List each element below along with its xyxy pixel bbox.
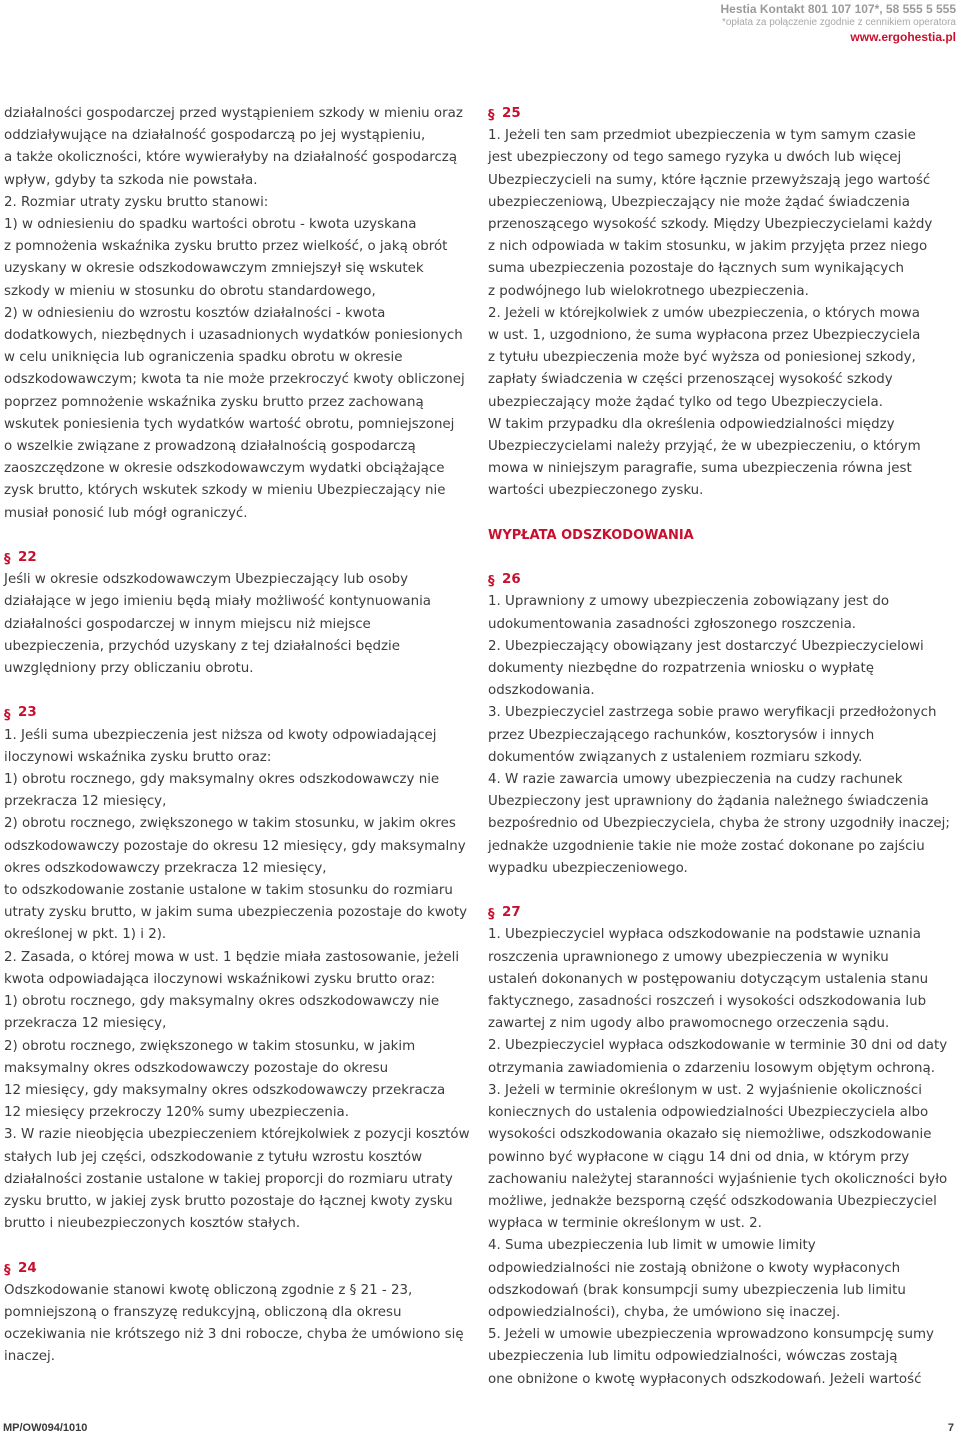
text-line: przez Ubezpieczającego rachunków, kosztorysów i innych	[488, 727, 875, 743]
text-line: 2. Zasada, o której mowa w ust. 1 będzie miała zastosowanie, jeżeli	[4, 949, 460, 965]
text-line: oddziaływujące na działalność gospodarczą po jej wystąpieniu,	[4, 128, 426, 144]
text-line: działalności gospodarczej w innym miejscu niż miejsce	[4, 616, 371, 632]
section-sign-icon	[4, 551, 13, 565]
text-line: 2. Ubezpieczyciel wypłaca odszkodowanie w terminie 30 dni od daty	[488, 1038, 948, 1054]
svg-text:§: §	[4, 707, 11, 721]
text-line: dodatkowych, niezbędnych i uzasadnionych wydatków poniesionych	[4, 328, 463, 344]
text-line: W takim przypadku dla określenia odpowiedzialności między	[488, 416, 895, 432]
paragraph-21-continued	[4, 103, 474, 525]
text-line: 4. Suma ubezpieczenia lub limit w umowie limity	[488, 1238, 816, 1254]
text-line: zaoszczędzone w okresie odszkodowawczym wydatki obciążające	[4, 461, 445, 477]
text-line: dokumenty niezbędne do rozpatrzenia wniosku o wypłatę	[488, 661, 874, 677]
section-sign-icon	[488, 107, 497, 121]
right-column	[488, 103, 958, 1391]
document-code: MP/OW094/1010	[3, 1422, 88, 1434]
text-line: ubezpieczeniową, Ubezpieczający nie może żądać świadczenia	[488, 194, 910, 210]
text-line: faktycznego, zasadności roszczeń i wysokości odszkodowania lub	[488, 994, 927, 1010]
text-line: inaczej.	[4, 1349, 56, 1365]
text-line: mowa w niniejszym paragrafie, suma ubezpieczenia równa jest	[488, 461, 912, 477]
section-24-number: 24	[18, 1260, 37, 1276]
text-line: 1) obrotu rocznego, gdy maksymalny okres odszkodowawczy nie	[4, 994, 440, 1010]
text-line: oczekiwania nie krótszego niż 3 dni robocze, chyba że umówiono się	[4, 1327, 464, 1343]
text-line: przenoszącego wysokość szkody. Między Ubezpieczycielami każdy	[488, 217, 933, 233]
text-line: wysokości odszkodowania okazało się niemożliwe, odszkodowanie	[488, 1127, 932, 1143]
page-number: 7	[947, 1422, 954, 1434]
text-line: działalności gospodarczej przed wystąpieniem szkody w mieniu oraz	[4, 106, 463, 121]
section-27-body	[488, 924, 958, 1390]
section-24-heading	[4, 1258, 474, 1280]
text-line: przekracza 12 miesięcy,	[4, 794, 167, 810]
text-line: otrzymania zawiadomienia o zdarzeniu losowym objętym ochroną.	[488, 1060, 935, 1076]
text-line: utraty zysku brutto, w jakim suma ubezpieczenia pozostaje do kwoty	[4, 905, 468, 921]
text-line: 1. Jeżeli ten sam przedmiot ubezpieczenia w tym samym czasie	[488, 128, 916, 144]
section-26-heading	[488, 569, 958, 591]
svg-text:§: §	[4, 1262, 11, 1276]
text-line: 1) obrotu rocznego, gdy maksymalny okres odszkodowawczy nie	[4, 772, 440, 788]
text-line: koniecznych do ustalenia odpowiedzialności Ubezpieczyciela albo	[488, 1105, 929, 1121]
text-line: okres odszkodowawczy przekracza 12 miesięcy,	[4, 860, 327, 876]
text-line: 5. Jeżeli w umowie ubezpieczenia wprowadzono konsumpcję sumy	[488, 1327, 934, 1343]
svg-text:§: §	[488, 108, 495, 122]
page-header	[721, 2, 957, 45]
text-line: iloczynowi wskaźnika zysku brutto oraz:	[4, 749, 272, 765]
text-line: stałych lub jej części, odszkodowanie z tytułu wzrostu kosztów	[4, 1149, 423, 1165]
section-25-heading	[488, 103, 958, 125]
text-line: wypadku ubezpieczeniowego.	[488, 860, 688, 876]
section-23-heading	[4, 702, 474, 724]
text-line: z podwójnego lub wielokrotnego ubezpieczenia.	[488, 283, 809, 299]
text-line: 2) obrotu rocznego, zwiększonego w takim stosunku, w jakim okres	[4, 816, 456, 832]
text-line: odpowiedzialności nie zostają obniżone o kwoty wypłaconych	[488, 1260, 901, 1276]
text-line: Ubezpieczycielami należy przyjąć, że w ubezpieczeniu, o którym	[488, 439, 921, 455]
text-line: 12 miesięcy przekroczy 120% sumy ubezpieczenia.	[4, 1105, 350, 1121]
text-line: uzyskany w okresie odszkodowawczym zmniejszył się wskutek	[4, 261, 424, 277]
section-25-body	[488, 125, 958, 502]
text-line: bezpośrednio od Ubezpieczyciela, chyba że strony uzgodniły inaczej;	[488, 816, 950, 832]
section-sign-icon	[488, 573, 497, 587]
text-line: w ust. 1, uzgodniono, że suma wypłacona przez Ubezpieczyciela	[488, 328, 921, 344]
text-line: kwota odpowiadająca iloczynowi wskaźnikowi zysku brutto oraz:	[4, 971, 436, 987]
section-23-number: 23	[18, 705, 37, 721]
text-line: 12 miesięcy, gdy maksymalny okres odszkodowawczy przekracza	[4, 1082, 446, 1098]
svg-text:§: §	[488, 574, 495, 588]
text-line: odszkodowawczy pozostaje do okresu 12 miesięcy, gdy maksymalny	[4, 838, 466, 854]
text-line: odszkodowania.	[488, 683, 595, 699]
section-23-body	[4, 725, 474, 1236]
text-line: Ubezpieczony jest uprawniony do żądania należnego świadczenia	[488, 794, 929, 810]
text-line: przekracza 12 miesięcy,	[4, 1016, 167, 1032]
text-line: działalności zostanie ustalone w takiej proporcji do rozmiaru utraty	[4, 1171, 453, 1187]
text-line: 2. Rozmiar utraty zysku brutto stanowi:	[4, 194, 269, 210]
text-line: jest ubezpieczony od tego samego ryzyka u dwóch lub więcej	[488, 150, 902, 166]
text-line: 4. W razie zawarcia umowy ubezpieczenia na cudzy rachunek	[488, 772, 903, 788]
section-27-heading	[488, 902, 958, 924]
text-line: uwzględniony przy obliczaniu obrotu.	[4, 661, 254, 677]
text-line: 2) obrotu rocznego, zwiększonego w takim stosunku, w jakim	[4, 1038, 416, 1054]
text-line: o wszelkie związane z prowadzoną działalnością gospodarczą	[4, 439, 416, 455]
section-26-body	[488, 591, 958, 880]
text-line: ubezpieczenia lub limitu odpowiedzialności, wówczas zostają	[488, 1349, 898, 1365]
text-line: Jeśli w okresie odszkodowawczym Ubezpieczający lub osoby	[4, 572, 409, 588]
text-line: odpowiedzialności), chyba, że umówiono się inaczej.	[488, 1304, 841, 1320]
text-line: zapłaty świadczenia w części przenoszącej wysokość szkody	[488, 372, 893, 388]
section-27-number: 27	[502, 905, 521, 921]
section-22-number: 22	[18, 550, 37, 566]
text-line: możliwe, jednakże bezsporną część odszkodowania Ubezpieczyciel	[488, 1193, 937, 1209]
text-line: 3. W razie nieobjęcia ubezpieczeniem którejkolwiek z pozycji kosztów	[4, 1127, 470, 1143]
svg-text:§: §	[4, 552, 11, 566]
text-line: odszkodowawczym; kwota ta nie może przekroczyć kwoty obliczonej	[4, 372, 465, 388]
text-line: jednakże uzgodnienie takie nie może zostać dokonane po zajściu	[488, 838, 925, 854]
text-line: a także okoliczności, które wywierałyby na działalność gospodarczą	[4, 150, 458, 166]
text-line: wpływ, gdyby ta szkoda nie powstała.	[4, 172, 258, 188]
text-line: w celu uniknięcia lub ograniczenia spadku obrotu w okresie	[4, 350, 403, 366]
section-sign-icon	[4, 707, 13, 721]
text-line: wskutek poniesienia tych wydatków wartość obrotu, pomniejszonej	[4, 416, 455, 432]
text-line: zysk brutto, których wskutek szkody w mieniu Ubezpieczający nie	[4, 483, 446, 499]
text-line: 1. Ubezpieczyciel wypłaca odszkodowanie na podstawie uznania	[488, 927, 921, 943]
text-line: 1. Jeśli suma ubezpieczenia jest niższa od kwoty odpowiadającej	[4, 727, 437, 743]
text-line: 3. Ubezpieczyciel zastrzega sobie prawo weryfikacji przedłożonych	[488, 705, 937, 721]
text-line: z pomnożenia wskaźnika zysku brutto przez wielkość, o jaką obrót	[4, 239, 448, 255]
text-line: 2) w odniesieniu do wzrostu kosztów działalności - kwota	[4, 305, 386, 321]
text-line: ubezpieczenia, przychód uzyskany z tej działalności będzie	[4, 638, 400, 654]
text-line: Odszkodowanie stanowi kwotę obliczoną zgodnie z § 21 - 23,	[4, 1282, 413, 1298]
section-sign-icon	[4, 1262, 13, 1276]
text-line: powinno być wypłacone w ciągu 14 dni od dnia, w którym przy	[488, 1149, 910, 1165]
text-line: to odszkodowanie zostanie ustalone w takim stosunku do rozmiaru	[4, 883, 453, 899]
text-line: wartości ubezpieczonego zysku.	[488, 483, 704, 499]
text-line: zachowaniu należytej staranności wyjaśnienie tych okoliczności było	[488, 1171, 948, 1187]
text-line: szkody w mieniu w stosunku do obrotu standardowego,	[4, 283, 376, 299]
text-line: z tytułu ubezpieczenia może być wyższa od poniesionej szkody,	[488, 350, 916, 366]
text-line: 2. Ubezpieczający obowiązany jest dostarczyć Ubezpieczycielowi	[488, 638, 924, 654]
text-line: 2. Jeżeli w którejkolwiek z umów ubezpieczenia, o których mowa	[488, 305, 920, 321]
text-line: wypłaca w terminie określonym w ust. 2.	[488, 1216, 762, 1232]
text-line: ubezpieczający może żądać tylko od tego Ubezpieczyciela.	[488, 394, 883, 410]
text-line: roszczenia uprawnionego z umowy ubezpieczenia w wyniku	[488, 949, 889, 965]
text-line: ustaleń dokonanych w postępowaniu dotyczącym ustalenia stanu	[488, 971, 929, 987]
text-line: one obniżone o kwotę wypłaconych odszkodowań. Jeżeli wartość	[488, 1371, 922, 1387]
text-line: brutto i nieubezpieczonych kosztów stałych.	[4, 1216, 301, 1232]
text-line: 3. Jeżeli w terminie określonym w ust. 2 wyjaśnienie okoliczności	[488, 1082, 922, 1098]
text-line: odszkodowań (brak konsumpcji sumy ubezpieczenia lub limitu	[488, 1282, 906, 1298]
text-line: zysku brutto, w jakiej zysk brutto pozostaje do łącznej kwoty zysku	[4, 1193, 453, 1209]
hotline-text: Hestia Kontakt 801 107 107*, 58 555 5 555	[720, 2, 956, 16]
section-26-number: 26	[502, 572, 521, 588]
text-line: Ubezpieczycieli na sumy, które łącznie przewyższają jego wartość	[488, 172, 931, 188]
section-sign-icon	[488, 906, 497, 920]
text-line: suma ubezpieczenia pozostaje do łącznych sum wynikających	[488, 261, 905, 277]
text-line: z nich odpowiada w takim stosunku, w jakim przyjęta przez niego	[488, 239, 928, 255]
section-25-number: 25	[502, 106, 521, 121]
text-line: maksymalny okres odszkodowawczy pozostaje do okresu	[4, 1060, 389, 1076]
hotline-note: *opłata za połączenie zgodnie z cennikiem operatora	[721, 17, 956, 28]
svg-text:§: §	[488, 907, 495, 921]
text-line: działające w jego imieniu będą miały możliwość kontynuowania	[4, 594, 432, 610]
text-line: musiał ponosić lub mógł ograniczyć.	[4, 505, 248, 521]
text-line: udokumentowania zasadności zgłoszonego roszczenia.	[488, 616, 857, 632]
text-line: 1) w odniesieniu do spadku wartości obrotu - kwota uzyskana	[4, 217, 417, 233]
text-line: określonej w pkt. 1) i 2).	[4, 927, 167, 943]
text-line: pomniejszoną o franszyzę redukcyjną, obliczoną dla okresu	[4, 1304, 402, 1320]
section-22-body	[4, 569, 474, 680]
website-link[interactable]: www.ergohestia.pl	[850, 30, 956, 44]
payout-heading: WYPŁATA ODSZKODOWANIA	[488, 527, 694, 543]
section-24-body	[4, 1280, 474, 1369]
left-column	[4, 103, 474, 1369]
section-22-heading	[4, 547, 474, 569]
text-line: zawartej z nim ugody albo prawomocnego orzeczenia sądu.	[488, 1016, 890, 1032]
text-line: 1. Uprawniony z umowy ubezpieczenia zobowiązany jest do	[488, 594, 890, 610]
text-line: poprzez pomnożenie wskaźnika zysku brutto przez zachowaną	[4, 394, 424, 410]
text-line: dokumentów związanych z ustaleniem rozmiaru szkody.	[488, 749, 863, 765]
